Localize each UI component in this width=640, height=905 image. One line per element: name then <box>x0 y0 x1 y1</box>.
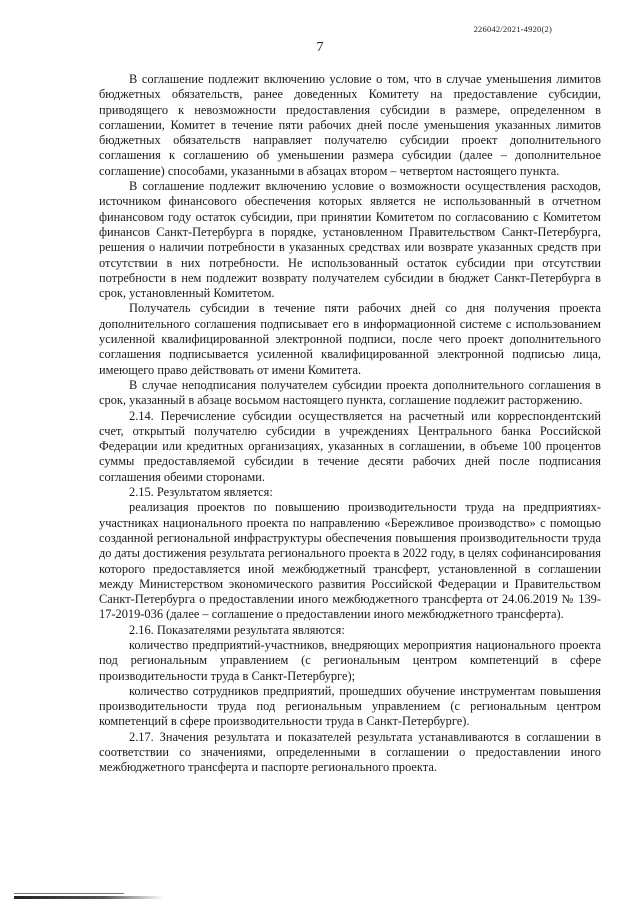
document-id: 226042/2021-4920(2) <box>473 24 552 34</box>
paragraph-result: реализация проектов по повышению производительности труда на предприятиях-участниках национального проекта по направлению «Бережливое производство» с помощью созданной региональной инфраструктуры обеспечения повышения производительности труда до даты достижения результата регионального проекта в 2022 году, в целях софинансирования которого предоставляется иной межбюджетный трансферт, установленной в соглашении между Министерством экономического развития Российской Федерации и Правительством Санкт-Петербурга о предоставлении иного межбюджетного трансферта от 24.06.2019 № 139-17-2019-036 (далее – соглашение о предоставлении иного межбюджетного трансферта). <box>99 500 601 622</box>
clause-2-17: 2.17. Значения результата и показателей результата устанавливаются в соглашении в соответствии со значениями, определенными в соглашении о предоставлении иного межбюджетного трансферта и паспорте регионального проекта. <box>99 729 601 775</box>
indicator-employees: количество сотрудников предприятий, прошедших обучение инструментам повышения производительности труда под региональным управлением (с региональным центром компетенций в сфере производительности труда в Санкт-Петербурге). <box>99 683 601 729</box>
clause-2-14: 2.14. Перечисление субсидии осуществляется на расчетный или корреспондентский счет, открытый получателю субсидии в учреждениях Центрального банка Российской Федерации или кредитных организациях, указанных в соглашении, в объеме 100 процентов суммы предоставляемой субсидии в течение десяти рабочих дней после подписания соглашения обеими сторонами. <box>99 408 601 484</box>
clause-2-16: 2.16. Показателями результата являются: <box>129 622 345 637</box>
scan-edge-mark-bold <box>14 896 164 899</box>
page-number: 7 <box>316 40 324 55</box>
paragraph-termination: В случае неподписания получателем субсидии проекта дополнительного соглашения в срок, указанный в абзаце восьмом настоящего пункта, соглашение подлежит расторжению. <box>99 377 601 408</box>
clause-2-15: 2.15. Результатом является: <box>129 485 273 500</box>
scan-edge-mark <box>14 893 124 894</box>
paragraph-signing: Получатель субсидии в течение пяти рабочих дней со дня получения проекта дополнительного соглашения подписывает его в информационной системе с использованием усиленной квалифицированной электронной подписи, после чего проект дополнительного соглашения подписывается усиленной квалифицированной электронной подписью лица, имеющего право действовать от имени Комитета. <box>99 301 601 377</box>
document-body <box>99 72 601 776</box>
indicator-enterprises: количество предприятий-участников, внедряющих мероприятия национального проекта под региональным управлением (с региональным центром компетенций в сфере производительности труда в Санкт-Петербурге); <box>99 637 601 683</box>
paragraph-limits-reduction: В соглашение подлежит включению условие о том, что в случае уменьшения лимитов бюджетных обязательств, ранее доведенных Комитету на предоставление субсидии, приводящего к невозможности предоставления субсидии в размере, определенном в соглашении, Комитет в течение пяти рабочих дней после уменьшения указанных лимитов бюджетных обязательств направляет получателю субсидии проект дополнительного соглашения к соглашению об уменьшении размера субсидии (далее – дополнительное соглашение) способами, указанными в абзацах втором – четвертом настоящего пункта. <box>99 72 601 178</box>
paragraph-unused-balance: В соглашение подлежит включению условие о возможности осуществления расходов, источником финансового обеспечения которых является не использованный в отчетном финансовом году остаток субсидии, при принятии Комитетом по согласованию с Комитетом финансов Санкт-Петербурга в порядке, установленном Правительством Санкт-Петербурга, решения о наличии потребности в указанных средствах или возврате указанных средств при отсутствии в них потребности. Не использованный остаток субсидии при отсутствии потребности в нем подлежит возврату получателем субсидии в бюджет Санкт-Петербурга в срок, установленный Комитетом. <box>99 179 601 301</box>
